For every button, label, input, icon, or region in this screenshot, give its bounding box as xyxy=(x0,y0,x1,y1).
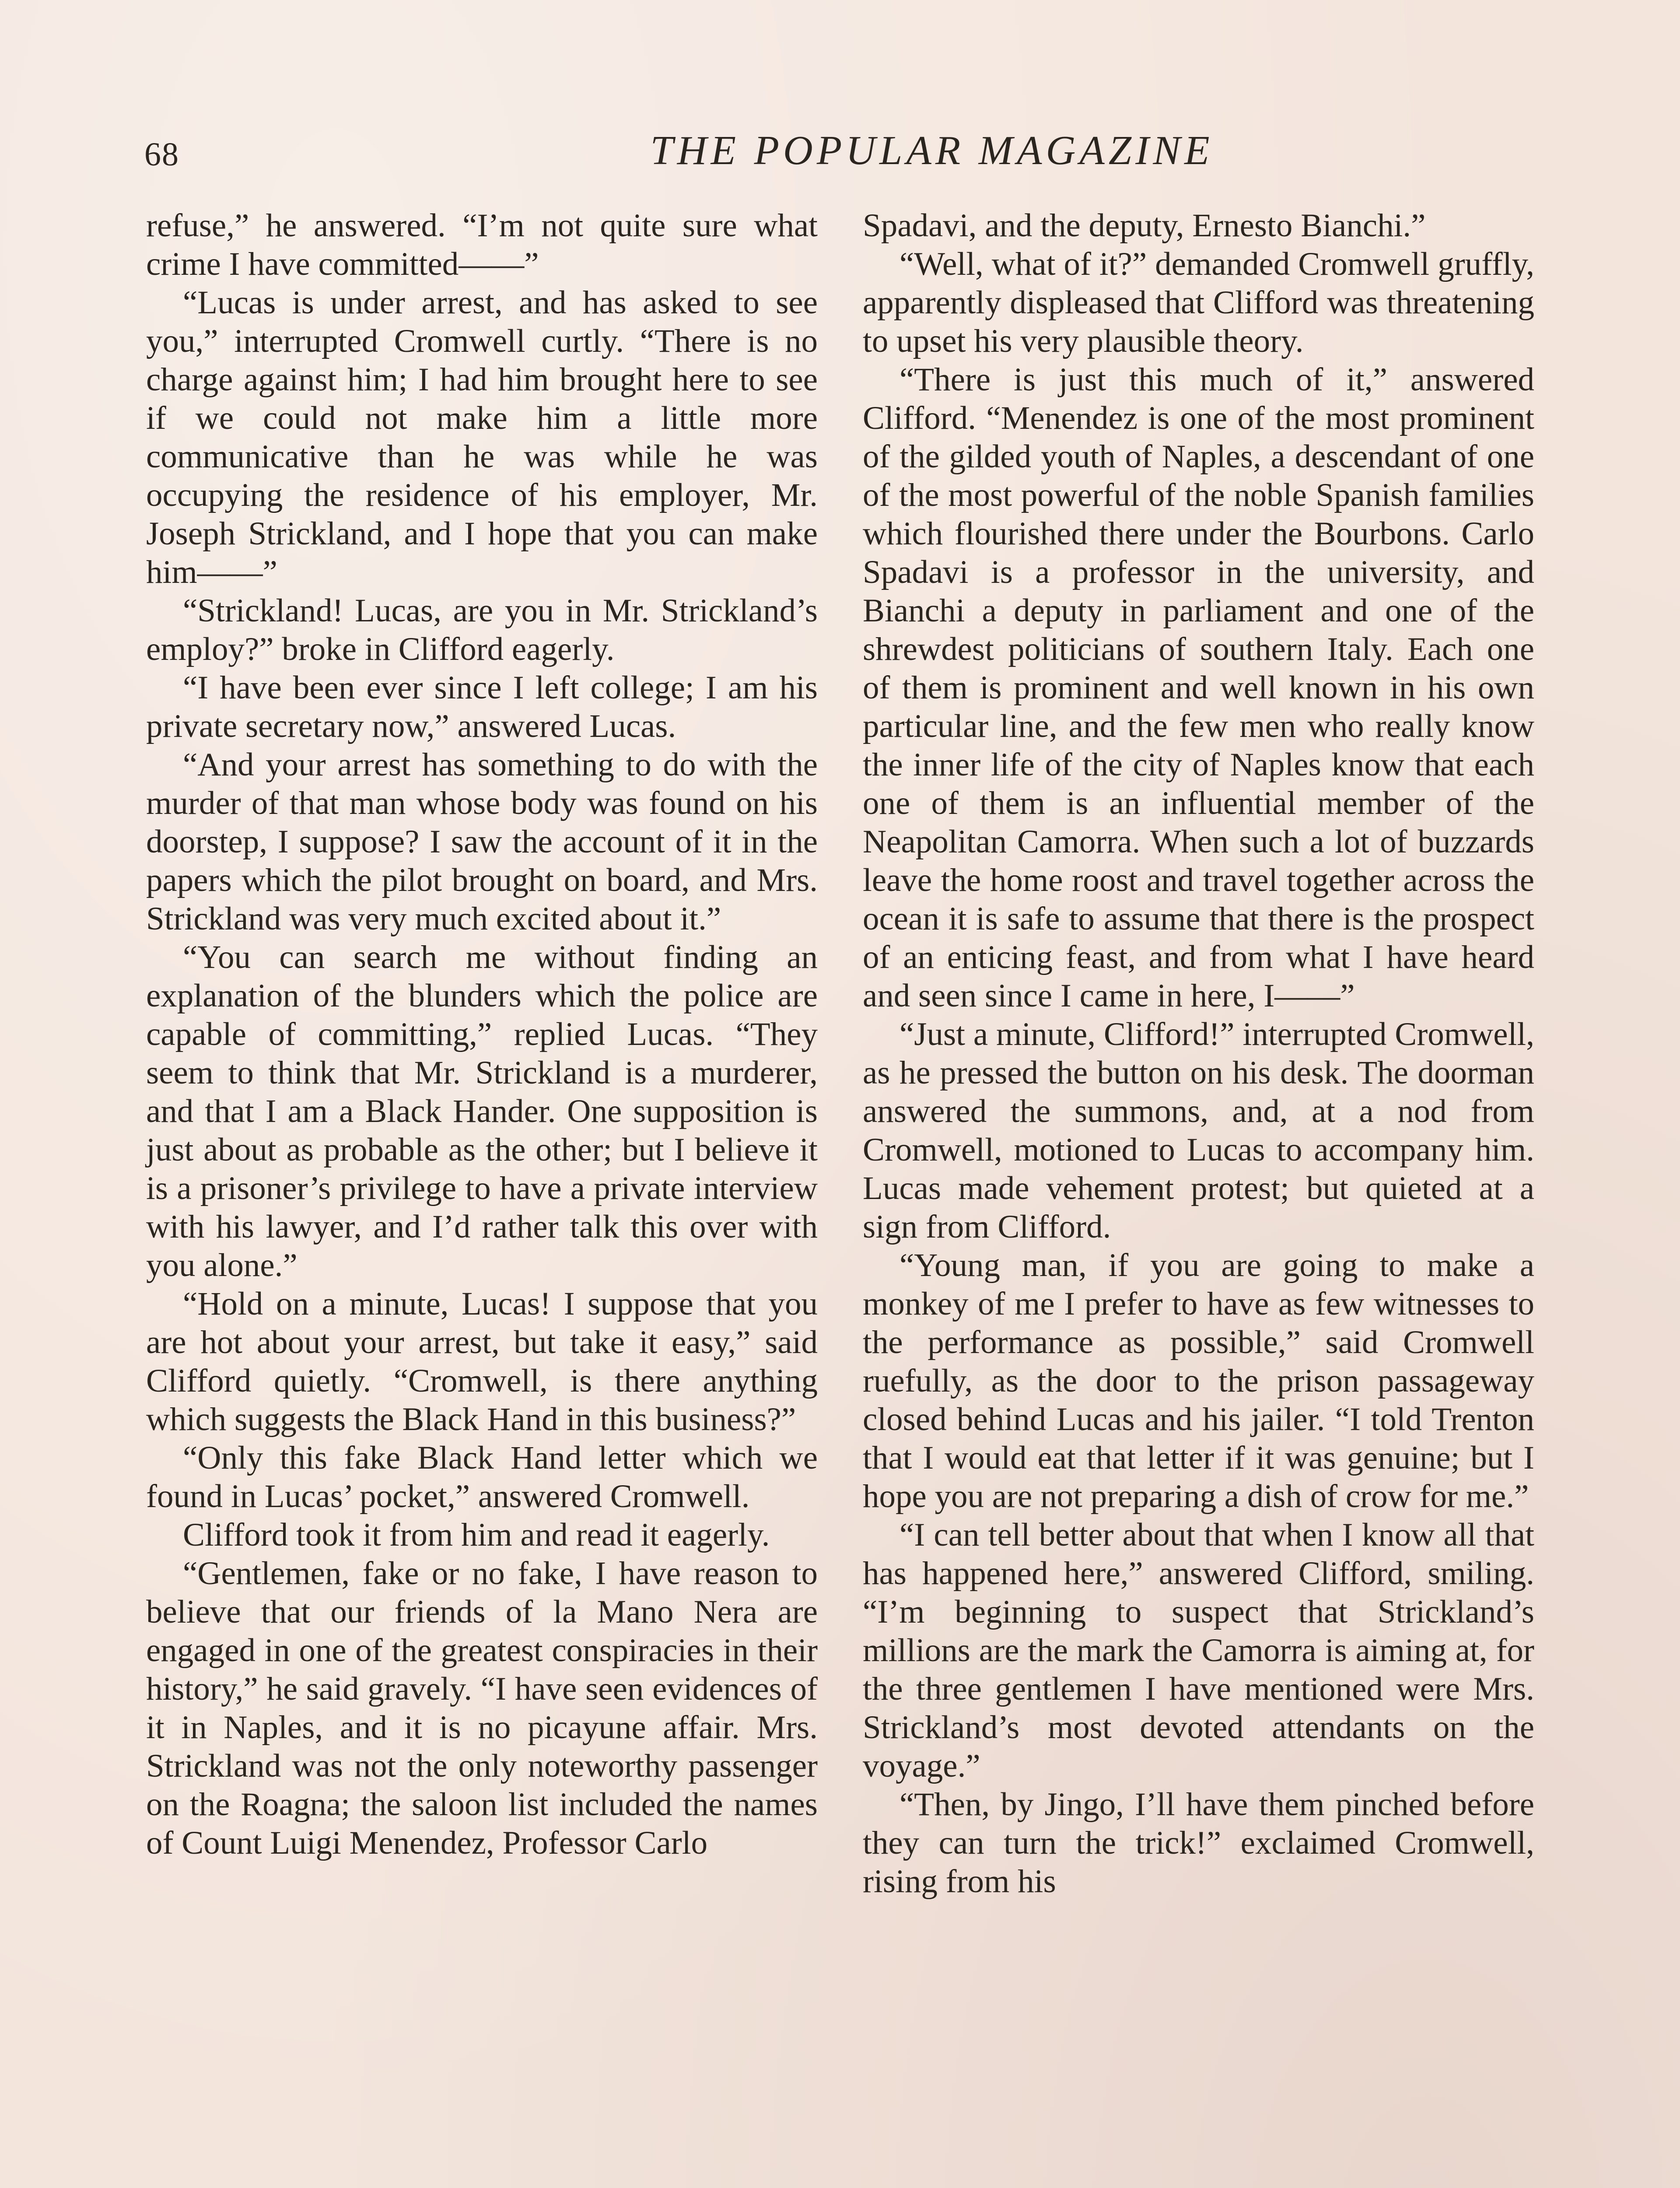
paragraph: refuse,” he answered. “I’m not quite sure what crime I have committed——” xyxy=(146,207,818,282)
paragraph: Spadavi, and the deputy, Ernesto Bianchi.” xyxy=(863,207,1426,244)
paragraph: Clifford took it from him and read it eagerly. xyxy=(183,1517,770,1553)
paragraph: “There is just this much of it,” answered Clifford. “Menendez is one of the most prominent of the gilded youth of Naples, a descendant of one of the most powerful of the noble Spanish families which flourished there under the Bourbons. Carlo Spadavi is a professor in the university, and Bianchi a deputy in parliament and one of the shrewdest politicians of southern Italy. Each one of them is prominent and well known in his own particular line, and the few men who really know the inner life of the city of Naples know that each one of them is an influential member of the Neapolitan Camorra. When such a lot of buzzards leave the home roost and travel together across the ocean it is safe to assume that there is the prospect of an enticing feast, and from what I have heard and seen since I came in here, I——” xyxy=(863,361,1534,1014)
paragraph: “Hold on a minute, Lucas! I suppose that you are hot about your arrest, but take it easy,” said Clifford quietly. “Cromwell, is there anything which suggests the Black Hand in this business?” xyxy=(146,1286,818,1438)
paragraph: “Only this fake Black Hand letter which we found in Lucas’ pocket,” answered Cromwell. xyxy=(146,1440,818,1515)
paragraph: “Just a minute, Clifford!” interrupted Cromwell, as he pressed the button on his desk. The doorman answered the summons, and, at a nod from Cromwell, motioned to Lucas to accompany him. Lucas made vehement protest; but quieted at a sign from Clifford. xyxy=(863,1016,1534,1245)
paragraph: “I can tell better about that when I know all that has happened here,” answered Clifford, smiling. “I’m beginning to suspect that Strickland’s millions are the mark the Camorra is aiming at, for the three gentlemen I have mentioned were Mrs. Strickland’s most devoted attendants on the voyage.” xyxy=(863,1517,1534,1784)
right-column xyxy=(863,207,1534,1901)
paragraph: “I have been ever since I left college; I am his private secretary now,” answered Lucas. xyxy=(146,670,818,744)
left-column xyxy=(146,207,818,1862)
paragraph: “Lucas is under arrest, and has asked to see you,” interrupted Cromwell curtly. “There is no charge against him; I had him brought here to see if we could not make him a little more communicative than he was while he was occupying the residence of his employer, Mr. Joseph Strickland, and I hope that you can make him——” xyxy=(146,284,818,590)
paragraph: “Young man, if you are going to make a monkey of me I prefer to have as few witnesses to the performance as possible,” said Cromwell ruefully, as the door to the prison passageway closed behind Lucas and his jailer. “I told Trenton that I would eat that letter if it was genuine; but I hope you are not preparing a dish of crow for me.” xyxy=(863,1247,1534,1515)
paragraph: “Well, what of it?” demanded Cromwell gruffly, apparently displeased that Clifford was threatening to upset his very plausible theory. xyxy=(863,246,1534,359)
running-title: THE POPULAR MAGAZINE xyxy=(650,128,1214,173)
paragraph: “Strickland! Lucas, are you in Mr. Strickland’s employ?” broke in Clifford eagerly. xyxy=(146,593,818,667)
paragraph: “You can search me without finding an explanation of the blunders which the police are capable of committing,” replied Lucas. “They seem to think that Mr. Strickland is a murderer, and that I am a Black Hander. One supposition is just about as probable as the other; but I believe it is a prisoner’s privilege to have a private interview with his lawyer, and I’d rather talk this over with you alone.” xyxy=(146,939,818,1283)
paragraph: “Then, by Jingo, I’ll have them pinched before they can turn the trick!” exclaimed Cromwell, rising from his xyxy=(863,1786,1534,1900)
paragraph: “Gentlemen, fake or no fake, I have reason to believe that our friends of la Mano Nera are engaged in one of the greatest conspiracies in their history,” he said gravely. “I have seen evidences of it in Naples, and it is no picayune affair. Mrs. Strickland was not the only noteworthy passenger on the Roagna; the saloon list included the names of Count Luigi Menendez, Professor Carlo xyxy=(146,1555,818,1861)
paragraph: “And your arrest has something to do with the murder of that man whose body was found on his doorstep, I suppose? I saw the account of it in the papers which the pilot brought on board, and Mrs. Strickland was very much excited about it.” xyxy=(146,747,818,937)
page-header xyxy=(144,127,1536,184)
page-number: 68 xyxy=(144,136,179,173)
